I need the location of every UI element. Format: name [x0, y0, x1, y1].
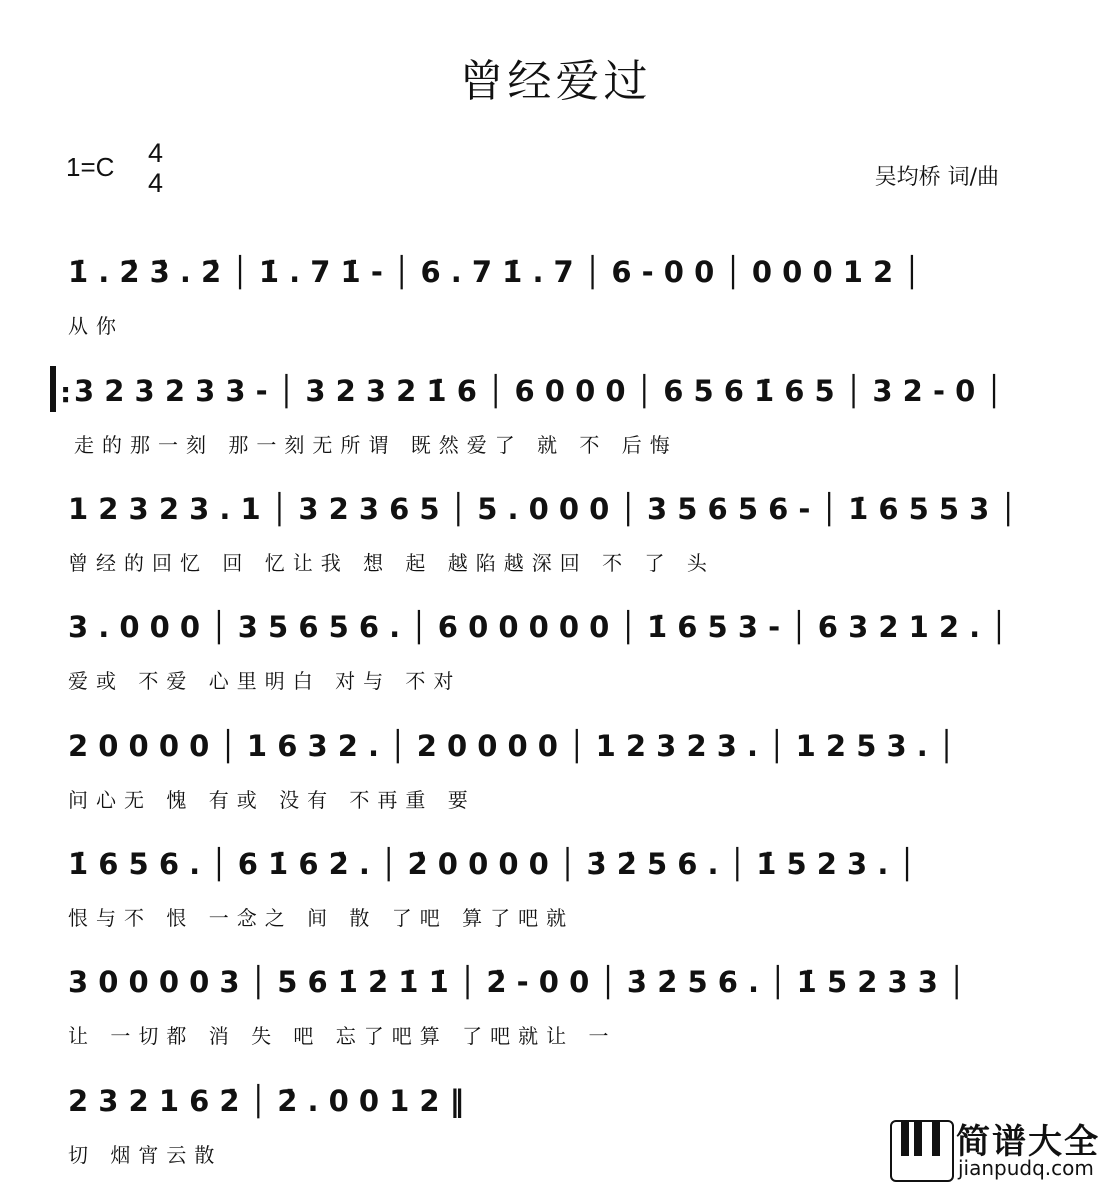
lyrics-line: 曾经的回忆 回 忆让我 想 起 越陷越深回 不 了 头: [68, 551, 715, 575]
watermark-logo: [890, 1114, 1110, 1184]
notes-line: 2 3 2 1 6 2̇ │ 2̇ . 0 0 1 2 ‖: [68, 1084, 465, 1118]
lyrics-line: 让 一切都 消 失 吧 忘了吧算 了吧就让 一: [68, 1024, 617, 1048]
time-signature: [148, 138, 163, 198]
lyrics-line: 恨与不 恨 一念之 间 散 了吧 算了吧就: [68, 906, 575, 930]
key-signature: 1=C: [66, 152, 115, 182]
watermark-en: jianpudq.com: [958, 1156, 1094, 1180]
notes-line: 2 0 0 0 0 │ 1 6 3 2 . │ 2 0 0 0 0 │ 1 2 3 2 3 . │ 1 2 5 3 . │: [68, 729, 956, 763]
page-title: 曾经爱过: [459, 56, 652, 107]
notes-line: 1 2 3 2 3 . 1 │ 3 2 3 6 5 │ 5 . 0 0 0 │ 3 5 6 5 6 - │ 1̇ 6 5 5 3 │: [68, 492, 1017, 526]
meter-bottom: 4: [148, 168, 164, 198]
lyrics-line: 问心无 愧 有或 没有 不再重 要: [68, 788, 476, 812]
piano-keys-icon: [890, 1120, 954, 1182]
notes-line: 1̇ 6 5 6 . │ 6 1̇ 6 2̇ . │ 2̇ 0 0 0 0 │ 3̇ 2̇ 5 6 . │ 1̇ 5 2 3 . │: [68, 847, 916, 881]
repeat-barline: [50, 366, 56, 412]
author-credit: 吴均桥 词/曲: [874, 165, 999, 190]
lyrics-line: 从你: [68, 314, 124, 338]
lyrics-line: 爱或 不爱 心里明白 对与 不对: [68, 669, 462, 693]
repeat-dots: :: [60, 376, 72, 409]
notes-line: 1̇ . 2̇ 3̇ . 2̇ │ 1̇ . 7 1̇ - │ 6 . 7 1̇ . 7 │ 6 - 0 0 │ 0 0 0 1 2 │: [68, 255, 921, 289]
notes-line: 3 2 3 2 3 3 - │ 3 2 3 2 1̇ 6 │ 6 0 0 0 │ 6 5 6 1̇ 6 5 │ 3 2 - 0 │: [74, 374, 1003, 408]
notes-line: 3 . 0 0 0 │ 3 5 6 5 6 . │ 6 0 0 0 0 0 │ 1̇ 6 5 3 - │ 6 3 2 1 2 . │: [68, 610, 1008, 644]
watermark-cn: 简谱大全: [956, 1122, 1100, 1162]
lyrics-line: 切 烟宵云散: [68, 1143, 223, 1167]
notes-line: 3 0 0 0 0 3 │ 5 6 1̇ 2̇ 1̇ 1̇ │ 2̇ - 0 0 │ 3̇ 2̇ 5 6 . │ 1̇ 5 2 3 3 │: [68, 965, 966, 999]
meter-top: 4: [148, 138, 164, 168]
lyrics-line: 走的那一刻 那一刻无所谓 既然爱了 就 不 后悔: [74, 433, 678, 457]
